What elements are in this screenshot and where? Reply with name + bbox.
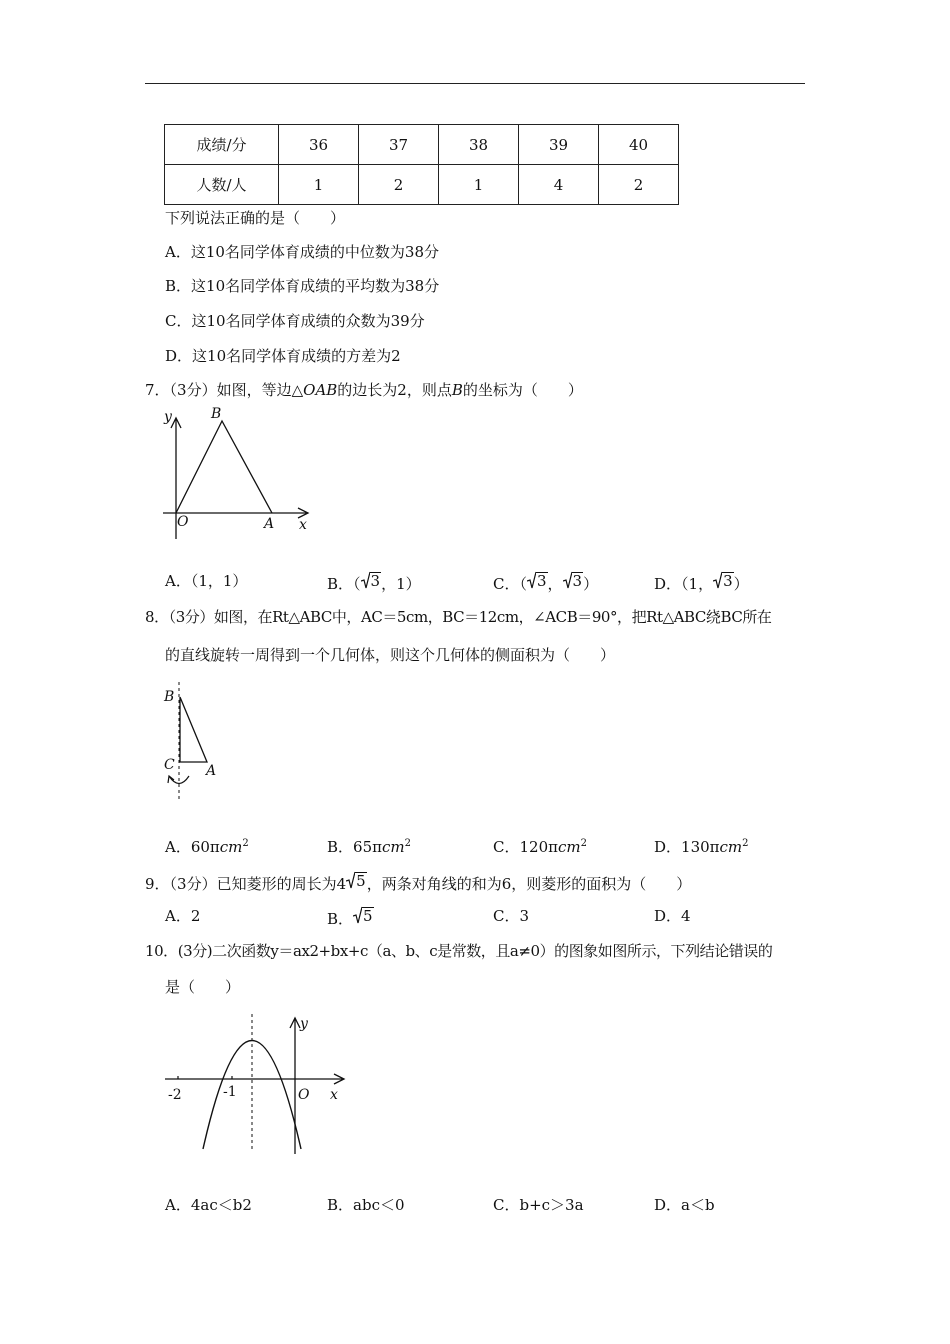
q7-score: （3分） bbox=[169, 381, 217, 399]
q8-label-b: B bbox=[164, 689, 175, 705]
q7-option-b bbox=[327, 571, 421, 594]
q6-option-b: B．这10名同学体育成绩的平均数为38分 bbox=[165, 277, 440, 295]
q8-option-d bbox=[654, 837, 749, 857]
q10-label-o: O bbox=[298, 1087, 310, 1103]
q10-tick-minus2: -2 bbox=[168, 1087, 182, 1103]
q7-option-a: A．（1，1） bbox=[165, 572, 248, 590]
table-cell: 37 bbox=[359, 125, 439, 165]
radicand: 5 bbox=[363, 907, 373, 925]
q7-option-b-suffix: ，1） bbox=[381, 575, 421, 593]
q6-option-d: D．这10名同学体育成绩的方差为2 bbox=[165, 347, 401, 365]
sqrt-symbol bbox=[353, 906, 374, 924]
radicand: 3 bbox=[572, 572, 583, 590]
table-cell: 4 bbox=[519, 165, 599, 205]
q9-text-1: 9．（3分）已知菱形的周长为4 bbox=[145, 875, 347, 893]
table-header-count: 人数/人 bbox=[165, 165, 279, 205]
score-table bbox=[164, 124, 679, 205]
q8-option-b-text: B．65π bbox=[327, 838, 382, 856]
q7-var-b: B bbox=[451, 381, 463, 399]
exponent: 2 bbox=[742, 838, 749, 849]
sqrt-symbol bbox=[527, 571, 548, 589]
q7-option-d-prefix: D．（1， bbox=[654, 575, 714, 593]
q8-stem-line2: 的直线旋转一周得到一个几何体，则这个几何体的侧面积为（ ） bbox=[165, 646, 616, 664]
q10-tick-minus1: -1 bbox=[223, 1084, 237, 1100]
q10-option-d: D．a＜b bbox=[654, 1196, 715, 1214]
table-header-score: 成绩/分 bbox=[165, 125, 279, 165]
q9-stem bbox=[145, 871, 691, 894]
exponent: 2 bbox=[580, 838, 587, 849]
exponent: 2 bbox=[242, 838, 249, 849]
q8-label-a: A bbox=[206, 763, 217, 779]
q7-stem bbox=[145, 380, 583, 400]
q10-stem-line1: 10．(3分)二次函数y＝ax2+bx+c（a、b、c是常数，且a≠0）的图象如图所示，下列结论错误的 bbox=[145, 942, 773, 960]
q7-text-2: 的边长为2，则点 bbox=[337, 381, 452, 399]
q9-option-b bbox=[327, 906, 374, 929]
q7-label-x: x bbox=[299, 517, 307, 533]
sqrt-symbol bbox=[563, 571, 584, 589]
q9-option-c: C．3 bbox=[493, 907, 530, 925]
radicand: 5 bbox=[356, 872, 366, 890]
sqrt-symbol bbox=[361, 571, 382, 589]
q10-option-c: C．b+c＞3a bbox=[493, 1196, 584, 1214]
table-row bbox=[165, 125, 679, 165]
q8-triangle-figure bbox=[160, 680, 230, 805]
exponent: 2 bbox=[404, 838, 411, 849]
q6-option-c: C．这10名同学体育成绩的众数为39分 bbox=[165, 312, 425, 330]
table-cell: 40 bbox=[599, 125, 679, 165]
table-row bbox=[165, 165, 679, 205]
sqrt-symbol bbox=[346, 871, 367, 889]
q7-option-c-sep: ， bbox=[547, 575, 563, 593]
q10-parabola-figure bbox=[160, 1010, 360, 1160]
sqrt-symbol bbox=[713, 571, 734, 589]
q9-option-d: D．4 bbox=[654, 907, 691, 925]
q7-option-d-suffix: ） bbox=[733, 575, 749, 593]
q8-option-a bbox=[165, 837, 249, 857]
radicand: 3 bbox=[536, 572, 547, 590]
q6-option-a: A．这10名同学体育成绩的中位数为38分 bbox=[165, 243, 440, 261]
unit: cm bbox=[381, 838, 405, 856]
q8-option-d-text: D．130π bbox=[654, 838, 720, 856]
q7-option-c-suffix: ） bbox=[583, 575, 599, 593]
q7-text-1: 如图，等边△ bbox=[216, 381, 304, 399]
table-cell: 36 bbox=[279, 125, 359, 165]
unit: cm bbox=[719, 838, 743, 856]
q8-option-a-text: A．60π bbox=[165, 838, 220, 856]
q10-option-b: B．abc＜0 bbox=[327, 1196, 405, 1214]
q7-number: 7． bbox=[145, 381, 170, 399]
unit: cm bbox=[219, 838, 243, 856]
q7-label-b: B bbox=[211, 406, 222, 422]
q7-label-o: O bbox=[177, 514, 189, 530]
table-cell: 39 bbox=[519, 125, 599, 165]
q8-option-c bbox=[493, 837, 587, 857]
q8-stem-line1: 8．（3分）如图，在Rt△ABC中，AC＝5cm，BC＝12cm，∠ACB＝90°，把Rt△ABC绕BC所在 bbox=[145, 608, 772, 626]
q6-stem: 下列说法正确的是（ ） bbox=[165, 209, 346, 227]
table-cell: 1 bbox=[279, 165, 359, 205]
q8-triangle-abc bbox=[180, 697, 207, 762]
q7-var-oab: OAB bbox=[303, 381, 338, 399]
q10-stem-line2: 是（ ） bbox=[165, 978, 241, 996]
table-cell: 38 bbox=[439, 125, 519, 165]
q7-option-c bbox=[493, 571, 598, 594]
q10-axes bbox=[165, 1018, 344, 1154]
q10-label-x: x bbox=[330, 1087, 338, 1103]
table-cell: 2 bbox=[599, 165, 679, 205]
q7-label-a: A bbox=[264, 516, 275, 532]
q9-text-2: ，两条对角线的和为6，则菱形的面积为（ ） bbox=[366, 875, 692, 893]
q7-label-y: y bbox=[164, 409, 172, 425]
q8-option-c-text: C．120π bbox=[493, 838, 558, 856]
table-cell: 1 bbox=[439, 165, 519, 205]
q7-text-3: 的坐标为（ ） bbox=[462, 381, 583, 399]
radicand: 3 bbox=[723, 572, 733, 590]
q8-option-b bbox=[327, 837, 411, 857]
q10-option-a: A．4ac＜b2 bbox=[165, 1196, 252, 1214]
q7-option-c-prefix: C．（ bbox=[493, 575, 527, 593]
q7-option-d bbox=[654, 571, 749, 594]
q7-triangle-oab bbox=[176, 421, 272, 513]
q9-option-a: A．2 bbox=[165, 907, 201, 925]
q8-label-c: C bbox=[164, 757, 175, 773]
q7-triangle-figure bbox=[160, 405, 320, 545]
header-rule bbox=[145, 83, 805, 84]
radicand: 3 bbox=[370, 572, 381, 590]
q7-option-b-prefix: B．（ bbox=[327, 575, 361, 593]
unit: cm bbox=[557, 838, 581, 856]
q10-label-y: y bbox=[300, 1016, 308, 1032]
table-cell: 2 bbox=[359, 165, 439, 205]
q9-option-b-prefix: B． bbox=[327, 910, 354, 928]
